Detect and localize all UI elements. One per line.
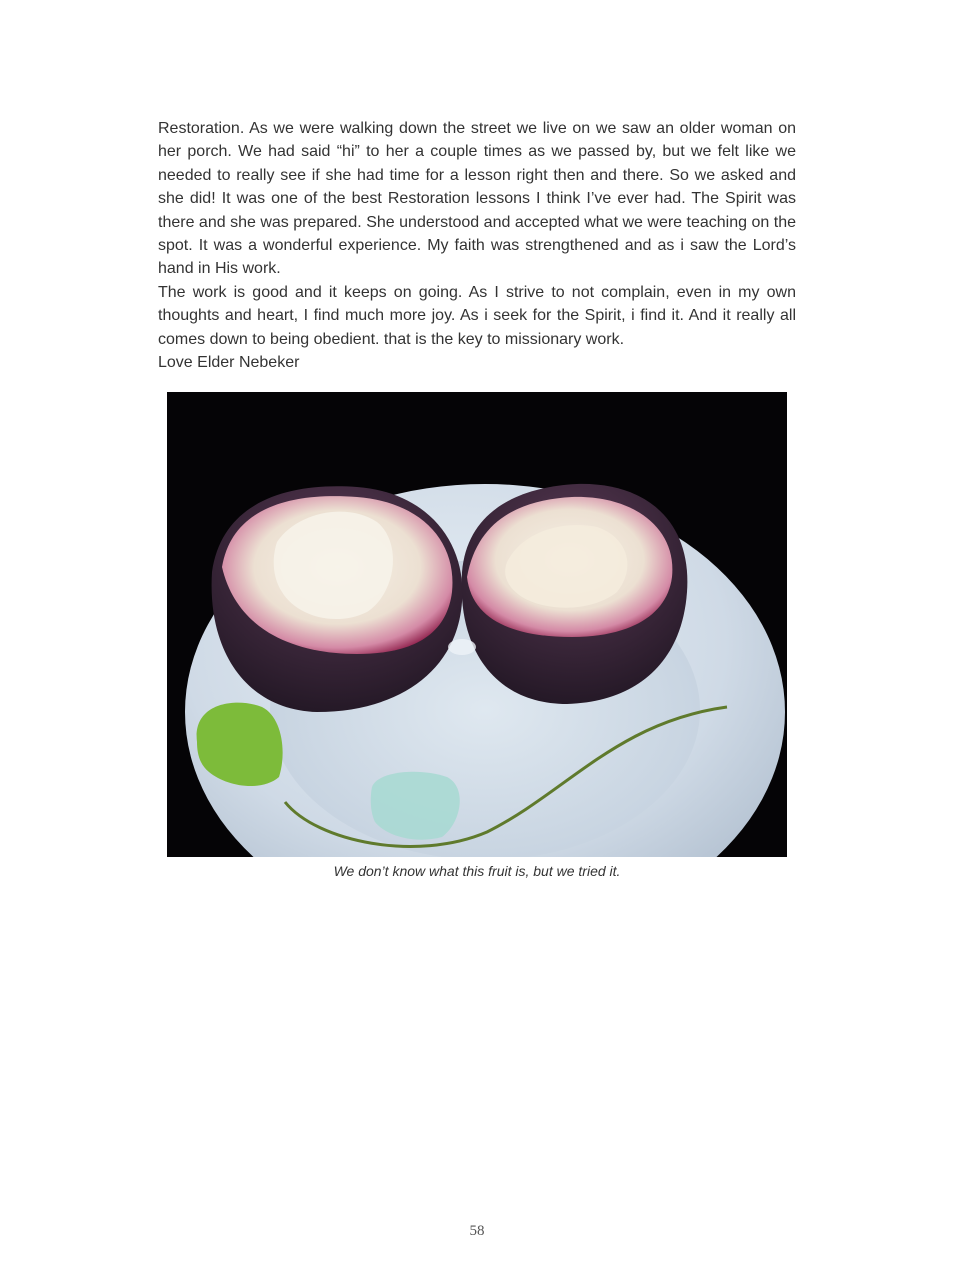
page-number: 58 <box>469 1223 485 1239</box>
letter-signoff: Love Elder Nebeker <box>158 354 300 372</box>
fruit-photo <box>167 392 787 857</box>
letter-paragraph-1: Restoration. As we were walking down the street we live on we saw an older woman on her porch. We had said “hi” to her a couple times as we passed by, but we felt like we needed to really see if she had time for a lesson right then and there. So we asked and she did! It was one of the best Restoration lessons I think I’ve ever had. The Spirit was there and she was prepared. She understood and accepted what we were teaching on the spot. It was a wonderful experience. My faith was strengthened and as i saw the Lord’s hand in His work. <box>158 120 796 278</box>
letter-body <box>158 117 796 374</box>
letter-paragraph-2: The work is good and it keeps on going. As I strive to not complain, even in my own thoughts and heart, I find much more joy. As i seek for the Spirit, i find it. And it really all comes down to being obedient. that is the key to missionary work. <box>158 283 796 348</box>
photo-caption: We don’t know what this fruit is, but we tried it. <box>333 863 621 879</box>
